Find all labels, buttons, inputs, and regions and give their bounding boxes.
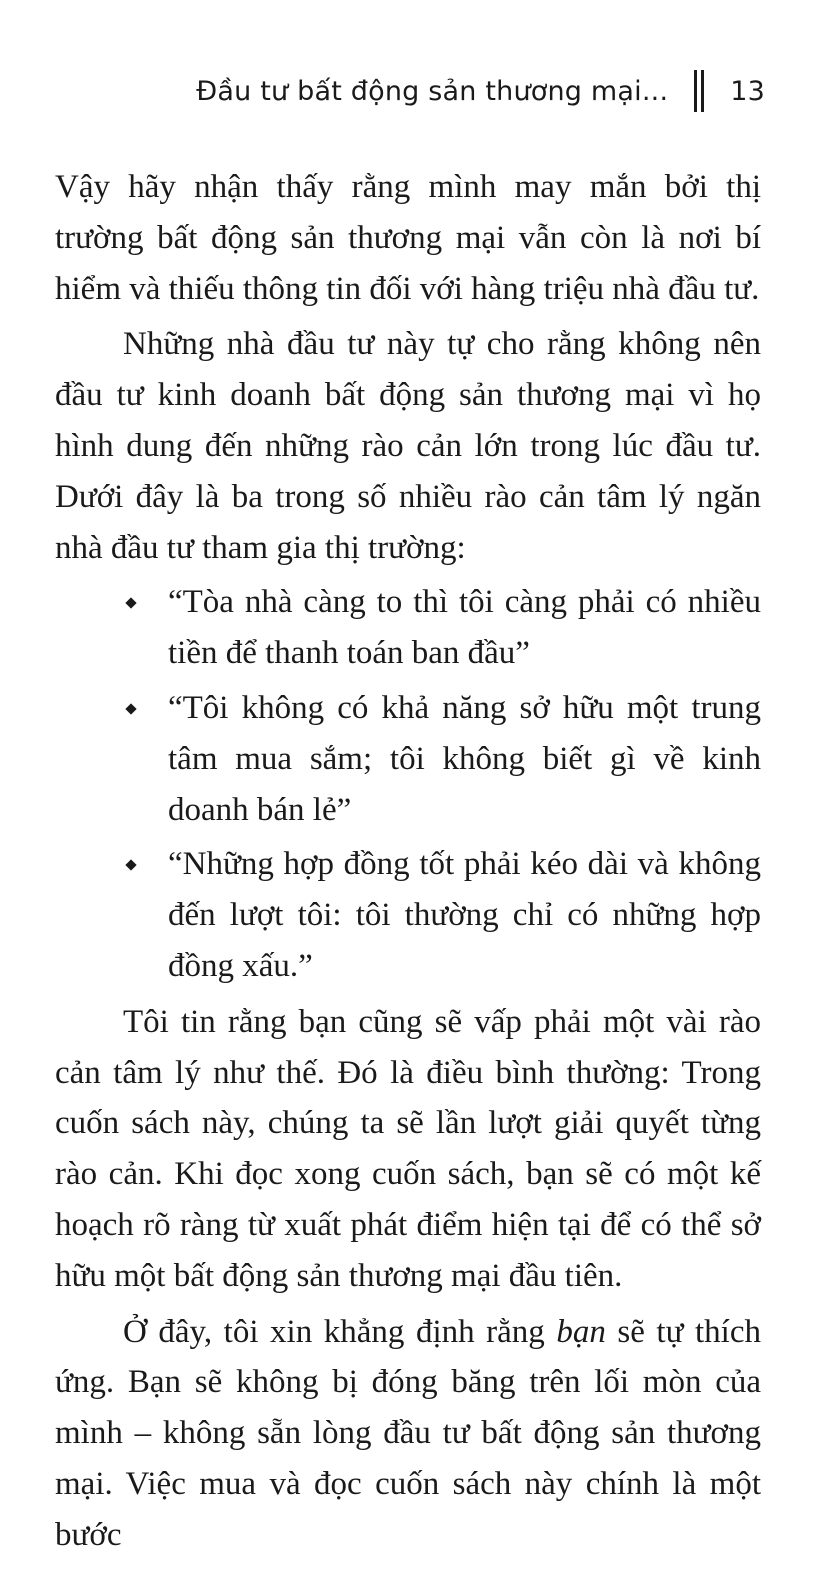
barrier-list bbox=[55, 577, 761, 991]
diamond-bullet-icon bbox=[125, 703, 136, 714]
diamond-bullet-icon bbox=[125, 598, 136, 609]
list-item-text: “Những hợp đồng tốt phải kéo dài và không đến lượt tôi: tôi thường chỉ có những hợp đồng xấu.” bbox=[168, 846, 761, 984]
header-divider bbox=[694, 70, 704, 112]
list-item-text: “Tôi không có khả năng sở hữu một trung tâm mua sắm; tôi không biết gì về kinh doanh bán lẻ” bbox=[168, 689, 761, 828]
paragraph-1: Vậy hãy nhận thấy rằng mình may mắn bởi thị trường bất động sản thương mại vẫn còn là nơi bí hiểm và thiếu thông tin đối với hàng triệu nhà đầu tư. bbox=[55, 169, 761, 307]
body-text bbox=[55, 162, 761, 1561]
paragraph-4 bbox=[55, 1307, 761, 1561]
list-item bbox=[55, 577, 761, 679]
paragraph-2: Những nhà đầu tư này tự cho rằng không nên đầu tư kinh doanh bất động sản thương mại vì họ hình dung đến những rào cản lớn trong lúc đầu tư. Dưới đây là ba trong số nhiều rào cản tâm lý ngăn nhà đầu tư tham gia thị trường: bbox=[55, 326, 761, 566]
diamond-bullet-icon bbox=[125, 860, 136, 871]
list-item bbox=[55, 839, 761, 991]
paragraph-3: Tôi tin rằng bạn cũng sẽ vấp phải một vài rào cản tâm lý như thế. Đó là điều bình thường: Trong cuốn sách này, chúng ta sẽ lần lượt giải quyết từng rào cản. Khi đọc xong cuốn sách, bạn sẽ có một kế hoạch rõ ràng từ xuất phát điểm hiện tại để có thể sở hữu một bất động sản thương mại đầu tiên. bbox=[55, 1003, 761, 1294]
page-number: 13 bbox=[730, 75, 765, 107]
running-header bbox=[196, 70, 765, 112]
list-item bbox=[55, 683, 761, 835]
list-item-text: “Tòa nhà càng to thì tôi càng phải có nhiều tiền để thanh toán ban đầu” bbox=[168, 584, 761, 672]
paragraph-4-start: Ở đây, tôi xin khẳng định rằng bbox=[123, 1313, 557, 1350]
chapter-title: Đầu tư bất động sản thương mại... bbox=[196, 75, 669, 107]
emphasized-word: bạn bbox=[556, 1313, 606, 1350]
paragraph-4-end: sẽ tự thích ứng. Bạn sẽ không bị đóng băng trên lối mòn của mình – không sẵn lòng đầu tư bất động sản thương mại. Việc mua và đọc cuốn sách này chính là một bước bbox=[55, 1313, 761, 1553]
